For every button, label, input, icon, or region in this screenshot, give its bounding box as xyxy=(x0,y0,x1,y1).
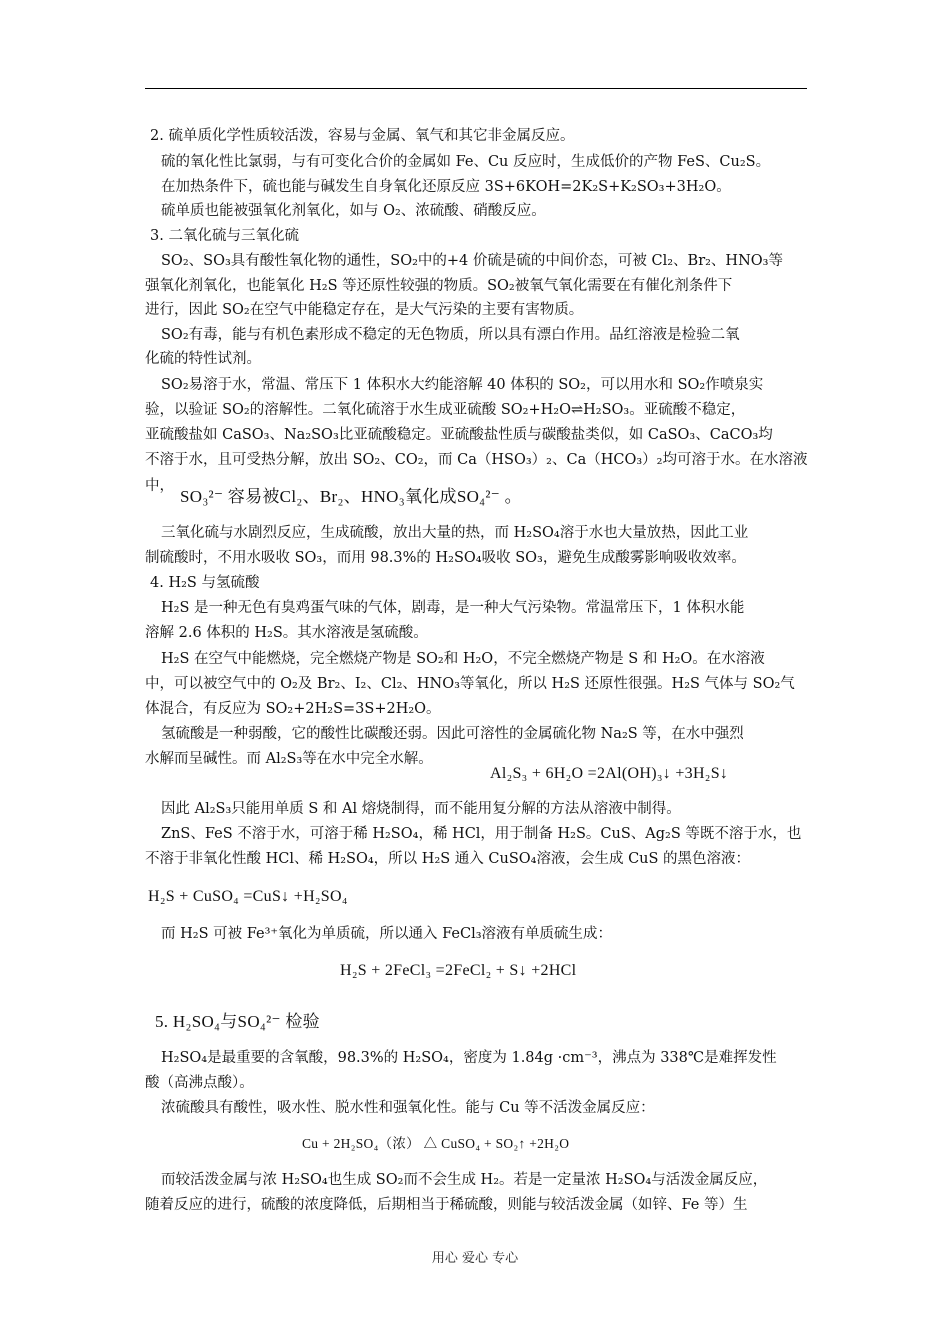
text-line: 不溶于水，且可受热分解，放出 SO₂、CO₂，而 Ca（HSO₃）₂、Ca（HCO₃）₂均可溶于水。在水溶液 xyxy=(145,452,808,468)
text-line: 随着反应的进行，硫酸的浓度降低，后期相当于稀硫酸，则能与较活泼金属（如锌、Fe 等）生 xyxy=(145,1197,748,1213)
text-line: 溶解 2.6 体积的 H₂S。其水溶液是氢硫酸。 xyxy=(145,625,428,641)
text-line: ZnS、FeS 不溶于水，可溶于稀 H₂SO₄，稀 HCl，用于制备 H₂S。CuS、Ag₂S 等既不溶于水，也 xyxy=(161,826,802,842)
text-line: 4. H₂S 与氢硫酸 xyxy=(150,575,260,591)
text-line: SO₂有毒，能与有机色素形成不稳定的无色物质，所以具有漂白作用。品红溶液是检验二氧 xyxy=(161,327,740,343)
text-line: SO₂、SO₃具有酸性氧化物的通性，SO₂中的+4 价硫是硫的中间价态，可被 Cl₂、Br₂、HNO₃等 xyxy=(161,253,783,269)
text-line: 3. 二氧化硫与三氧化硫 xyxy=(150,228,299,244)
text-line: 亚硫酸盐如 CaSO₃、Na₂SO₃比亚硫酸稳定。亚硫酸盐性质与碳酸盐类似，如 CaSO₃、CaCO₃均 xyxy=(145,427,773,443)
text-line: 强氧化剂氧化，也能氧化 H₂S 等还原性较强的物质。SO₂被氧气氧化需要在有催化剂条件下 xyxy=(145,278,733,294)
header-rule xyxy=(145,88,807,89)
text-line: 因此 Al₂S₃只能用单质 S 和 Al 熔烧制得，而不能用复分解的方法从溶液中制得。 xyxy=(161,801,681,817)
text-line: 验，以验证 SO₂的溶解性。二氧化硫溶于水生成亚硫酸 SO₂+H₂O⇌H₂SO₃。亚硫酸不稳定， xyxy=(145,402,746,418)
text-line: 酸（高沸点酸）。 xyxy=(145,1075,254,1091)
text-line: H₂S 是一种无色有臭鸡蛋气味的气体，剧毒，是一种大气污染物。常温常压下，1 体积水能 xyxy=(161,600,745,616)
text-line: 2. 硫单质化学性质较活泼，容易与金属、氧气和其它非金属反应。 xyxy=(150,128,575,144)
equation-al2s3-hydrolysis: Al₂S₃ + 6H₂O =2Al(OH)₃↓ +3H₂S↓ xyxy=(490,765,729,782)
text-line: H₂SO₄是最重要的含氧酸，98.3%的 H₂SO₄，密度为 1.84g ·cm⁻³，沸点为 338℃是难挥发性 xyxy=(161,1050,777,1066)
text-line: 在加热条件下，硫也能与碱发生自身氧化还原反应 3S+6KOH=2K₂S+K₂SO₃+3H₂O。 xyxy=(161,179,731,195)
text-line: 浓硫酸具有酸性，吸水性、脱水性和强氧化性。能与 Cu 等不活泼金属反应： xyxy=(161,1100,655,1116)
text-line: 三氧化硫与水剧烈反应，生成硫酸，放出大量的热，而 H₂SO₄溶于水也大量放热，因此工业 xyxy=(161,525,749,541)
page-footer: 用心 爱心 专心 xyxy=(431,1251,519,1266)
text-line: 中， xyxy=(145,478,174,494)
text-line: 中，可以被空气中的 O₂及 Br₂、I₂、Cl₂、HNO₃等氧化，所以 H₂S 还原性很强。H₂S 气体与 SO₂气 xyxy=(145,676,795,692)
text-line: 硫的氧化性比氯弱，与有可变化合价的金属如 Fe、Cu 反应时，生成低价的产物 FeS、Cu₂S。 xyxy=(161,154,771,170)
text-line: 而 H₂S 可被 Fe³⁺氧化为单质硫，所以通入 FeCl₃溶液有单质硫生成： xyxy=(161,926,613,942)
text-line: 硫单质也能被强氧化剂氧化，如与 O₂、浓硫酸、硝酸反应。 xyxy=(161,203,546,219)
text-line: SO₂易溶于水，常温、常压下 1 体积水大约能溶解 40 体积的 SO₂，可以用水和 SO₂作喷泉实 xyxy=(161,377,764,393)
text-line: 氢硫酸是一种弱酸，它的酸性比碳酸还弱。因此可溶性的金属硫化物 Na₂S 等，在水中强烈 xyxy=(161,726,744,742)
text-line: 体混合，有反应为 SO₂+2H₂S=3S+2H₂O。 xyxy=(145,701,441,717)
text-line: 进行，因此 SO₂在空气中能稳定存在，是大气污染的主要有害物质。 xyxy=(145,302,584,318)
text-line: 制硫酸时，不用水吸收 SO₃，而用 98.3%的 H₂SO₄吸收 SO₃，避免生成酸雾影响吸收效率。 xyxy=(145,550,746,566)
equation-h2s-cuso4: H₂S + CuSO₄ =CuS↓ +H₂SO₄ xyxy=(148,888,348,905)
text-line: H₂S 在空气中能燃烧，完全燃烧产物是 SO₂和 H₂O，不完全燃烧产物是 S 和 H₂O。在水溶液 xyxy=(161,651,765,667)
text-line: 化硫的特性试剂。 xyxy=(145,351,261,367)
equation-cu-conc-h2so4: Cu + 2H₂SO₄（浓） △ CuSO₄ + SO₂↑ +2H₂O xyxy=(302,1136,570,1151)
equation-h2s-fecl3: H₂S + 2FeCl₃ =2FeCl₂ + S↓ +2HCl xyxy=(340,962,577,979)
sulfite-oxidation-note: SO₃²⁻ 容易被Cl₂、Br₂、HNO₃氧化成SO₄²⁻ 。 xyxy=(180,487,522,506)
text-line: 水解而呈碱性。而 Al₂S₃等在水中完全水解。 xyxy=(145,751,433,767)
section-heading-5: 5. H₂SO₄与SO₄²⁻ 检验 xyxy=(155,1012,320,1031)
text-line: 而较活泼金属与浓 H₂SO₄也生成 SO₂而不会生成 H₂。若是一定量浓 H₂SO₄与活泼金属反应， xyxy=(161,1172,768,1188)
text-line: 不溶于非氧化性酸 HCl、稀 H₂SO₄，所以 H₂S 通入 CuSO₄溶液，会生成 CuS 的黑色溶液： xyxy=(145,851,751,867)
